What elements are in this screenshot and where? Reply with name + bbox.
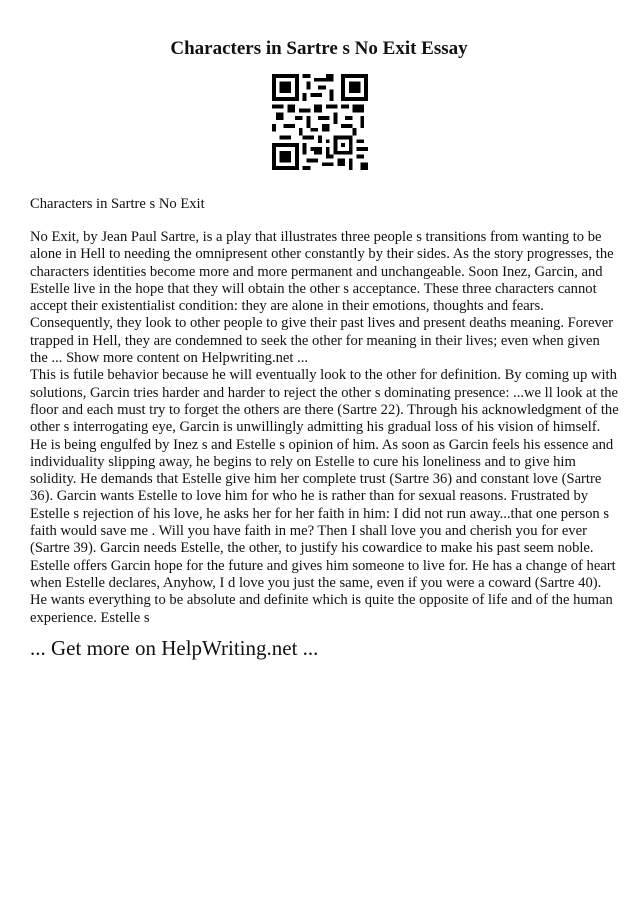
paragraph: No Exit, by Jean Paul Sartre, is a play that illustrates three people s transitions from wanting to be alone in Hell to needing the omnipresent other constantly by their sides. As the story progresses, the characters identities become more and more permanent and unchangeable. Soon Inez, Garcin, and Estelle live in the hope that they will obtain the other s acceptance. These three characters cannot accept their existentialist condition: they are alone in their emotions, thoughts and fears. Consequently, they look to other people to give their past lives and present deaths meaning. Forever trapped in Hell, they are condemned to seek the other for meaning in their lives; even when given the ... Show more content on Helpwriting.net ...	[30, 229, 614, 367]
qr-code-icon[interactable]	[272, 74, 368, 170]
essay-body	[30, 229, 620, 627]
paragraph: This is futile behavior because he will eventually look to the other for definition. By coming up with solutions, Garcin tries harder and harder to reject the other s dominating presence: ...we ll look at the floor and each must try to forget the others are there (Sartre 22). Through his acknowledgment of the other s interrogating eye, Garcin is unwillingly admitting his gradual loss of his vision of himself. He is being engulfed by Inez s and Estelle s opinion of him. As soon as Garcin feels his essence and individuality slipping away, he begins to rely on Estelle to cure his loneliness and to give him solidity. He demands that Estelle give him her complete trust (Sartre 36) and constant love (Sartre 36). Garcin wants Estelle to love him for who he is rather than for sexual reasons. Frustrated by Estelle s rejection of his love, he asks her for her faith in him: I did not run away...that one person s faith would save me . Will you have faith in me? Then I shall love you and cherish you for ever (Sartre 39). Garcin needs Estelle, the other, to justify his cowardice to make his past seem noble. Estelle offers Garcin hope for the future and gives him someone to live for. He has a change of heart when Estelle declares, Anyhow, I d love you just the same, even if you were a coward (Sartre 40). He wants everything to be absolute and definite which is quite the opposite of life and of the human experience. Estelle s	[30, 367, 619, 626]
page-title: Characters in Sartre s No Exit Essay	[170, 38, 468, 59]
subtitle: Characters in Sartre s No Exit	[30, 196, 205, 212]
get-more-link[interactable]: ... Get more on HelpWriting.net ...	[30, 636, 319, 660]
